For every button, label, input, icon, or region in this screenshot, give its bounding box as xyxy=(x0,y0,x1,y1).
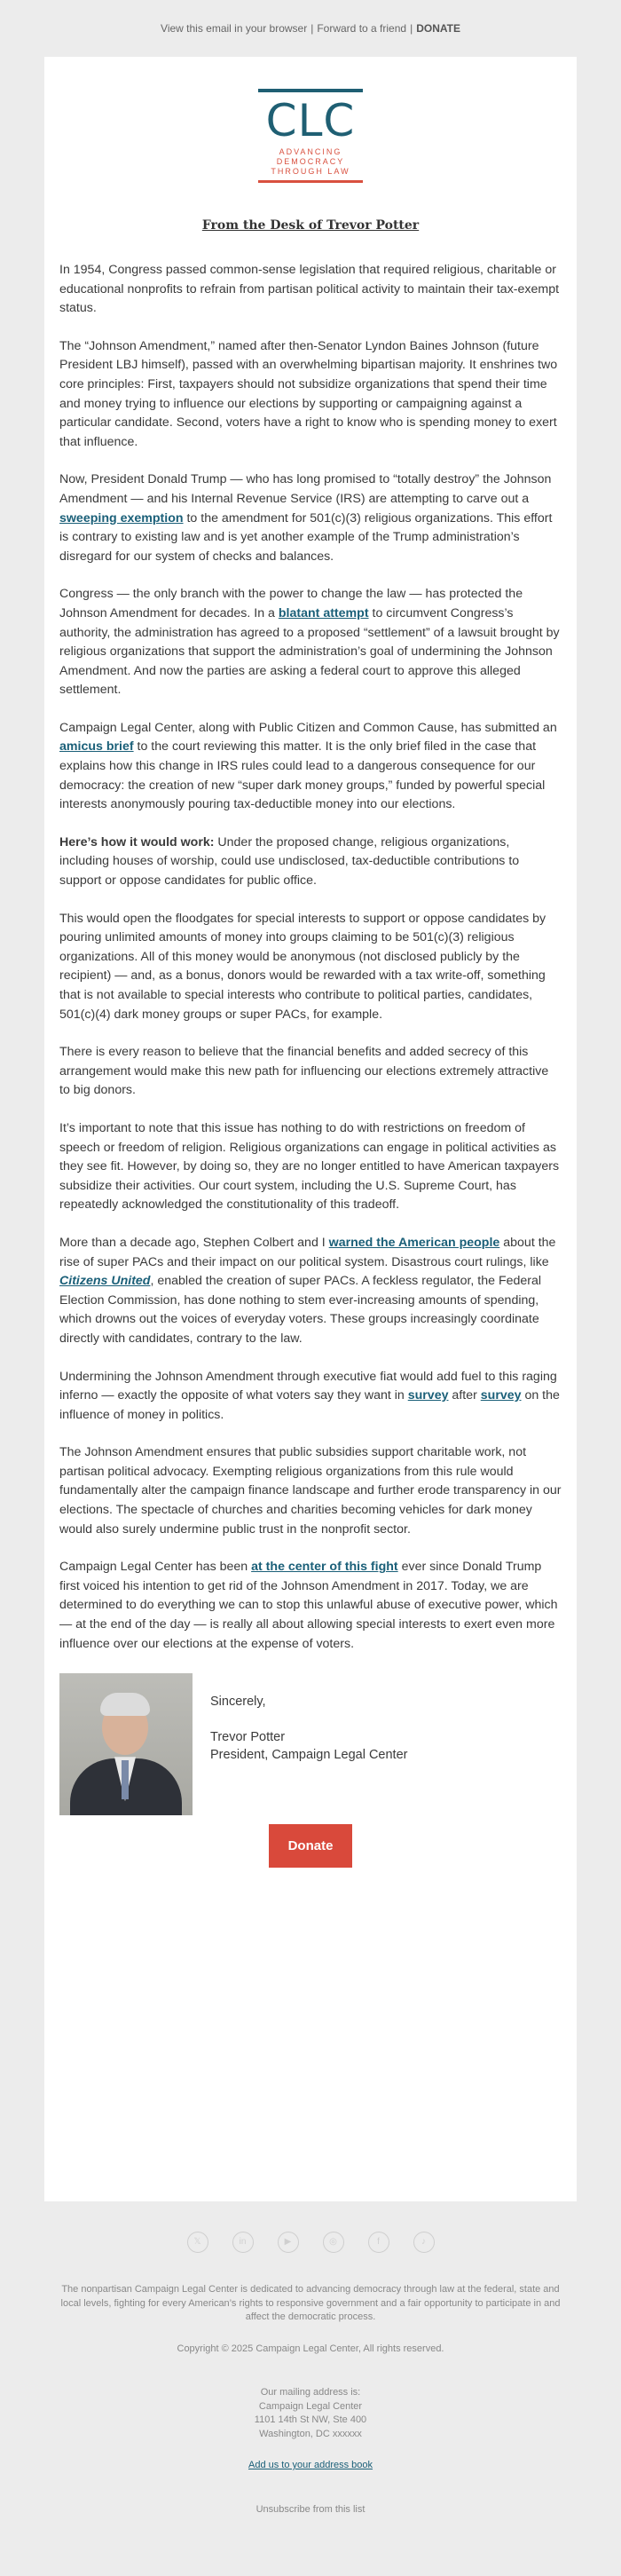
paragraph-11: Undermining the Johnson Amendment through executive fiat would add fuel to this raging inferno — exactly the opposite of what voters say they want in survey after survey on the influence of money in politics. xyxy=(59,1369,560,1422)
donate-top-link[interactable]: DONATE xyxy=(416,22,460,35)
logo-top-bar xyxy=(258,89,363,92)
how-it-works-label: Here’s how it would work: xyxy=(59,834,215,849)
trevor-potter-photo xyxy=(59,1673,193,1815)
email-card xyxy=(44,57,577,2201)
youtube-icon[interactable]: ▶ xyxy=(278,2232,299,2253)
amicus-brief-link[interactable]: amicus brief xyxy=(59,739,134,755)
address-line-2: 1101 14th St NW, Ste 400 xyxy=(254,2414,367,2425)
paragraph-10: More than a decade ago, Stephen Colbert and I warned the American people about the rise of super PACs and their impact on our political system. Disastrous court rulings, like Citizens United, enabled the creation of super PACs. A feckless regulator, the Federal Election Commission, has done nothing to stem ever-increasing amounts of spending, which drowns out the voices of everyday voters. These groups increasingly coordinate directly with candidates, contrary to the law. xyxy=(59,1235,556,1346)
survey-link-2[interactable]: survey xyxy=(480,1388,522,1403)
forward-to-friend-link[interactable]: Forward to a friend xyxy=(317,22,407,35)
topbar-separator: | xyxy=(410,22,413,35)
clc-logo[interactable] xyxy=(258,89,363,183)
footer xyxy=(0,2283,621,2517)
paragraph-6: Here’s how it would work: Under the proposed change, religious organizations, including houses of worship, could use undisclosed, tax-deductible contributions to support or oppose candidates for public office. xyxy=(59,834,520,889)
social-icons-row xyxy=(0,2232,621,2253)
signer-title: President, Campaign Legal Center xyxy=(210,1748,408,1763)
signature-text xyxy=(193,1673,407,1815)
unsubscribe-link[interactable]: Unsubscribe from this list xyxy=(255,2503,366,2515)
facebook-icon[interactable]: f xyxy=(368,2232,389,2253)
sweeping-exemption-link[interactable]: sweeping exemption xyxy=(59,510,184,525)
blatant-attempt-link[interactable]: blatant attempt xyxy=(278,605,369,620)
donate-button[interactable]: Donate xyxy=(269,1824,353,1868)
mailing-address xyxy=(53,2386,568,2441)
copyright-text: Copyright © 2025 Campaign Legal Center, All rights reserved. xyxy=(177,2343,444,2354)
address-line-1: Campaign Legal Center xyxy=(258,2400,363,2412)
citizens-united-link[interactable]: Citizens United xyxy=(59,1274,151,1289)
add-to-address-book-link[interactable]: Add us to your address book xyxy=(248,2460,373,2470)
logo-tagline-1: ADVANCING xyxy=(279,147,342,156)
paragraph-7: This would open the floodgates for special interests to support or oppose candidates by pouring unlimited amounts of money into groups claiming to be 501(c)(3) religious organizations. All of this money would be anonymous (not disclosed publicly by the recipient) — and, as a bonus, donors would be rewarded with a tax write-off, something that is not available to special interests who contribute to political parties, candidates, 501(c)(4) dark money groups or super PACs, for example. xyxy=(59,911,546,1022)
center-of-fight-link[interactable]: at the center of this fight xyxy=(251,1560,398,1575)
linkedin-icon[interactable]: in xyxy=(232,2232,254,2253)
closing-text: Sincerely, xyxy=(210,1695,266,1710)
mission-statement: The nonpartisan Campaign Legal Center is dedicated to advancing democracy through law at the federal, state and local levels, fighting for every American’s rights to responsive government and a fair opportunity to participate in and affect the democratic process. xyxy=(60,2284,561,2322)
logo-tagline-3: THROUGH LAW xyxy=(271,167,350,176)
paragraph-8: There is every reason to believe that the financial benefits and added secrecy of this arrangement would make this new path for influencing our elections extremely attractive to big donors. xyxy=(59,1045,549,1098)
survey-link-1[interactable]: survey xyxy=(407,1388,449,1403)
desk-heading: From the Desk of Trevor Potter xyxy=(201,218,420,233)
paragraph-5: Campaign Legal Center, along with Public Citizen and Common Cause, has submitted an amicus brief to the court reviewing this matter. It is the only brief filed in the case that explains how this change in IRS rules could lead to a dangerous consequence for our democracy: the creation of new “super dark money groups,” funded by powerful special interests anonymously pouring tax-deductible money into our elections. xyxy=(59,720,557,812)
paragraph-9: It’s important to note that this issue has nothing to do with restrictions on freedom of speech or freedom of religion. Religious organizations can engage in political activities as they see fit. However, by doing so, they are no longer entitled to have American taxpayers subsidize their activities. Our court system, including the U.S. Supreme Court, has repeatedly acknowledged the constitutionality of this tradeoff. xyxy=(59,1120,560,1213)
logo-tagline-2: DEMOCRACY xyxy=(276,157,345,166)
signer-name: Trevor Potter xyxy=(210,1730,286,1745)
paragraph-3: Now, President Donald Trump — who has long promised to “totally destroy” the Johnson Amendment — and his Internal Revenue Service (IRS) are attempting to carve out a sweeping exemption to the amendment for 501(c)(3) religious organizations. This effort is contrary to existing law and is yet another example of the Trump administration’s disregard for our system of checks and balances. xyxy=(59,472,553,564)
preheader-bar xyxy=(0,0,621,57)
topbar-separator: | xyxy=(310,22,314,35)
logo-bottom-bar xyxy=(258,180,363,183)
mailing-label: Our mailing address is: xyxy=(260,2387,361,2398)
paragraph-4: Congress — the only branch with the power to change the law — has protected the Johnson Amendment for decades. In a blatant attempt to circumvent Congress’s authority, the administration has agreed to a proposed “settlement” of a lawsuit brought by religious organizations that support the administration’s goal of undermining the Johnson Amendment. And now the parties are asking a federal court to approve this alleged settlement. xyxy=(59,587,560,698)
signature-block xyxy=(59,1673,562,1815)
address-line-3: Washington, DC xxxxxx xyxy=(259,2428,362,2439)
view-in-browser-link[interactable]: View this email in your browser xyxy=(161,22,308,35)
paragraph-13: Campaign Legal Center has been at the center of this fight ever since Donald Trump first voiced his intention to get rid of the Johnson Amendment in 2017. Today, we are determined to do everything we can to stop this unlawful abuse of executive power, which — at the end of the day — is really all about allowing special interests to exert even more influence over our elections at the expense of voters. xyxy=(59,1560,558,1651)
tiktok-icon[interactable]: ♪ xyxy=(413,2232,435,2253)
paragraph-2: The “Johnson Amendment,” named after then-Senator Lyndon Baines Johnson (future President LBJ himself), passed with an overwhelming bipartisan majority. It enshrines two core principles: First, taxpayers should not subsidize organizations that spend their time and money trying to influence our elections by supporting or campaigning against a particular candidate. Second, voters have a right to know who is spending money to exert that influence. xyxy=(59,338,558,449)
instagram-icon[interactable]: ◎ xyxy=(323,2232,344,2253)
paragraph-1: In 1954, Congress passed common-sense legislation that required religious, charitable or educational nonprofits to refrain from partisan political activity to maintain their tax-exempt status. xyxy=(59,263,560,316)
x-icon[interactable]: 𝕏 xyxy=(187,2232,208,2253)
warned-american-people-link[interactable]: warned the American people xyxy=(328,1235,500,1250)
logo-letters: CLC xyxy=(265,95,356,146)
paragraph-12: The Johnson Amendment ensures that public subsidies support charitable work, not partisan political advocacy. Exempting religious organizations from this rule would fundamentally alter the campaign finance landscape and further erode transparency in our elections. The spectacle of churches and charities becoming vehicles for dark money would also surely undermine public trust in the nonprofit sector. xyxy=(59,1445,562,1537)
